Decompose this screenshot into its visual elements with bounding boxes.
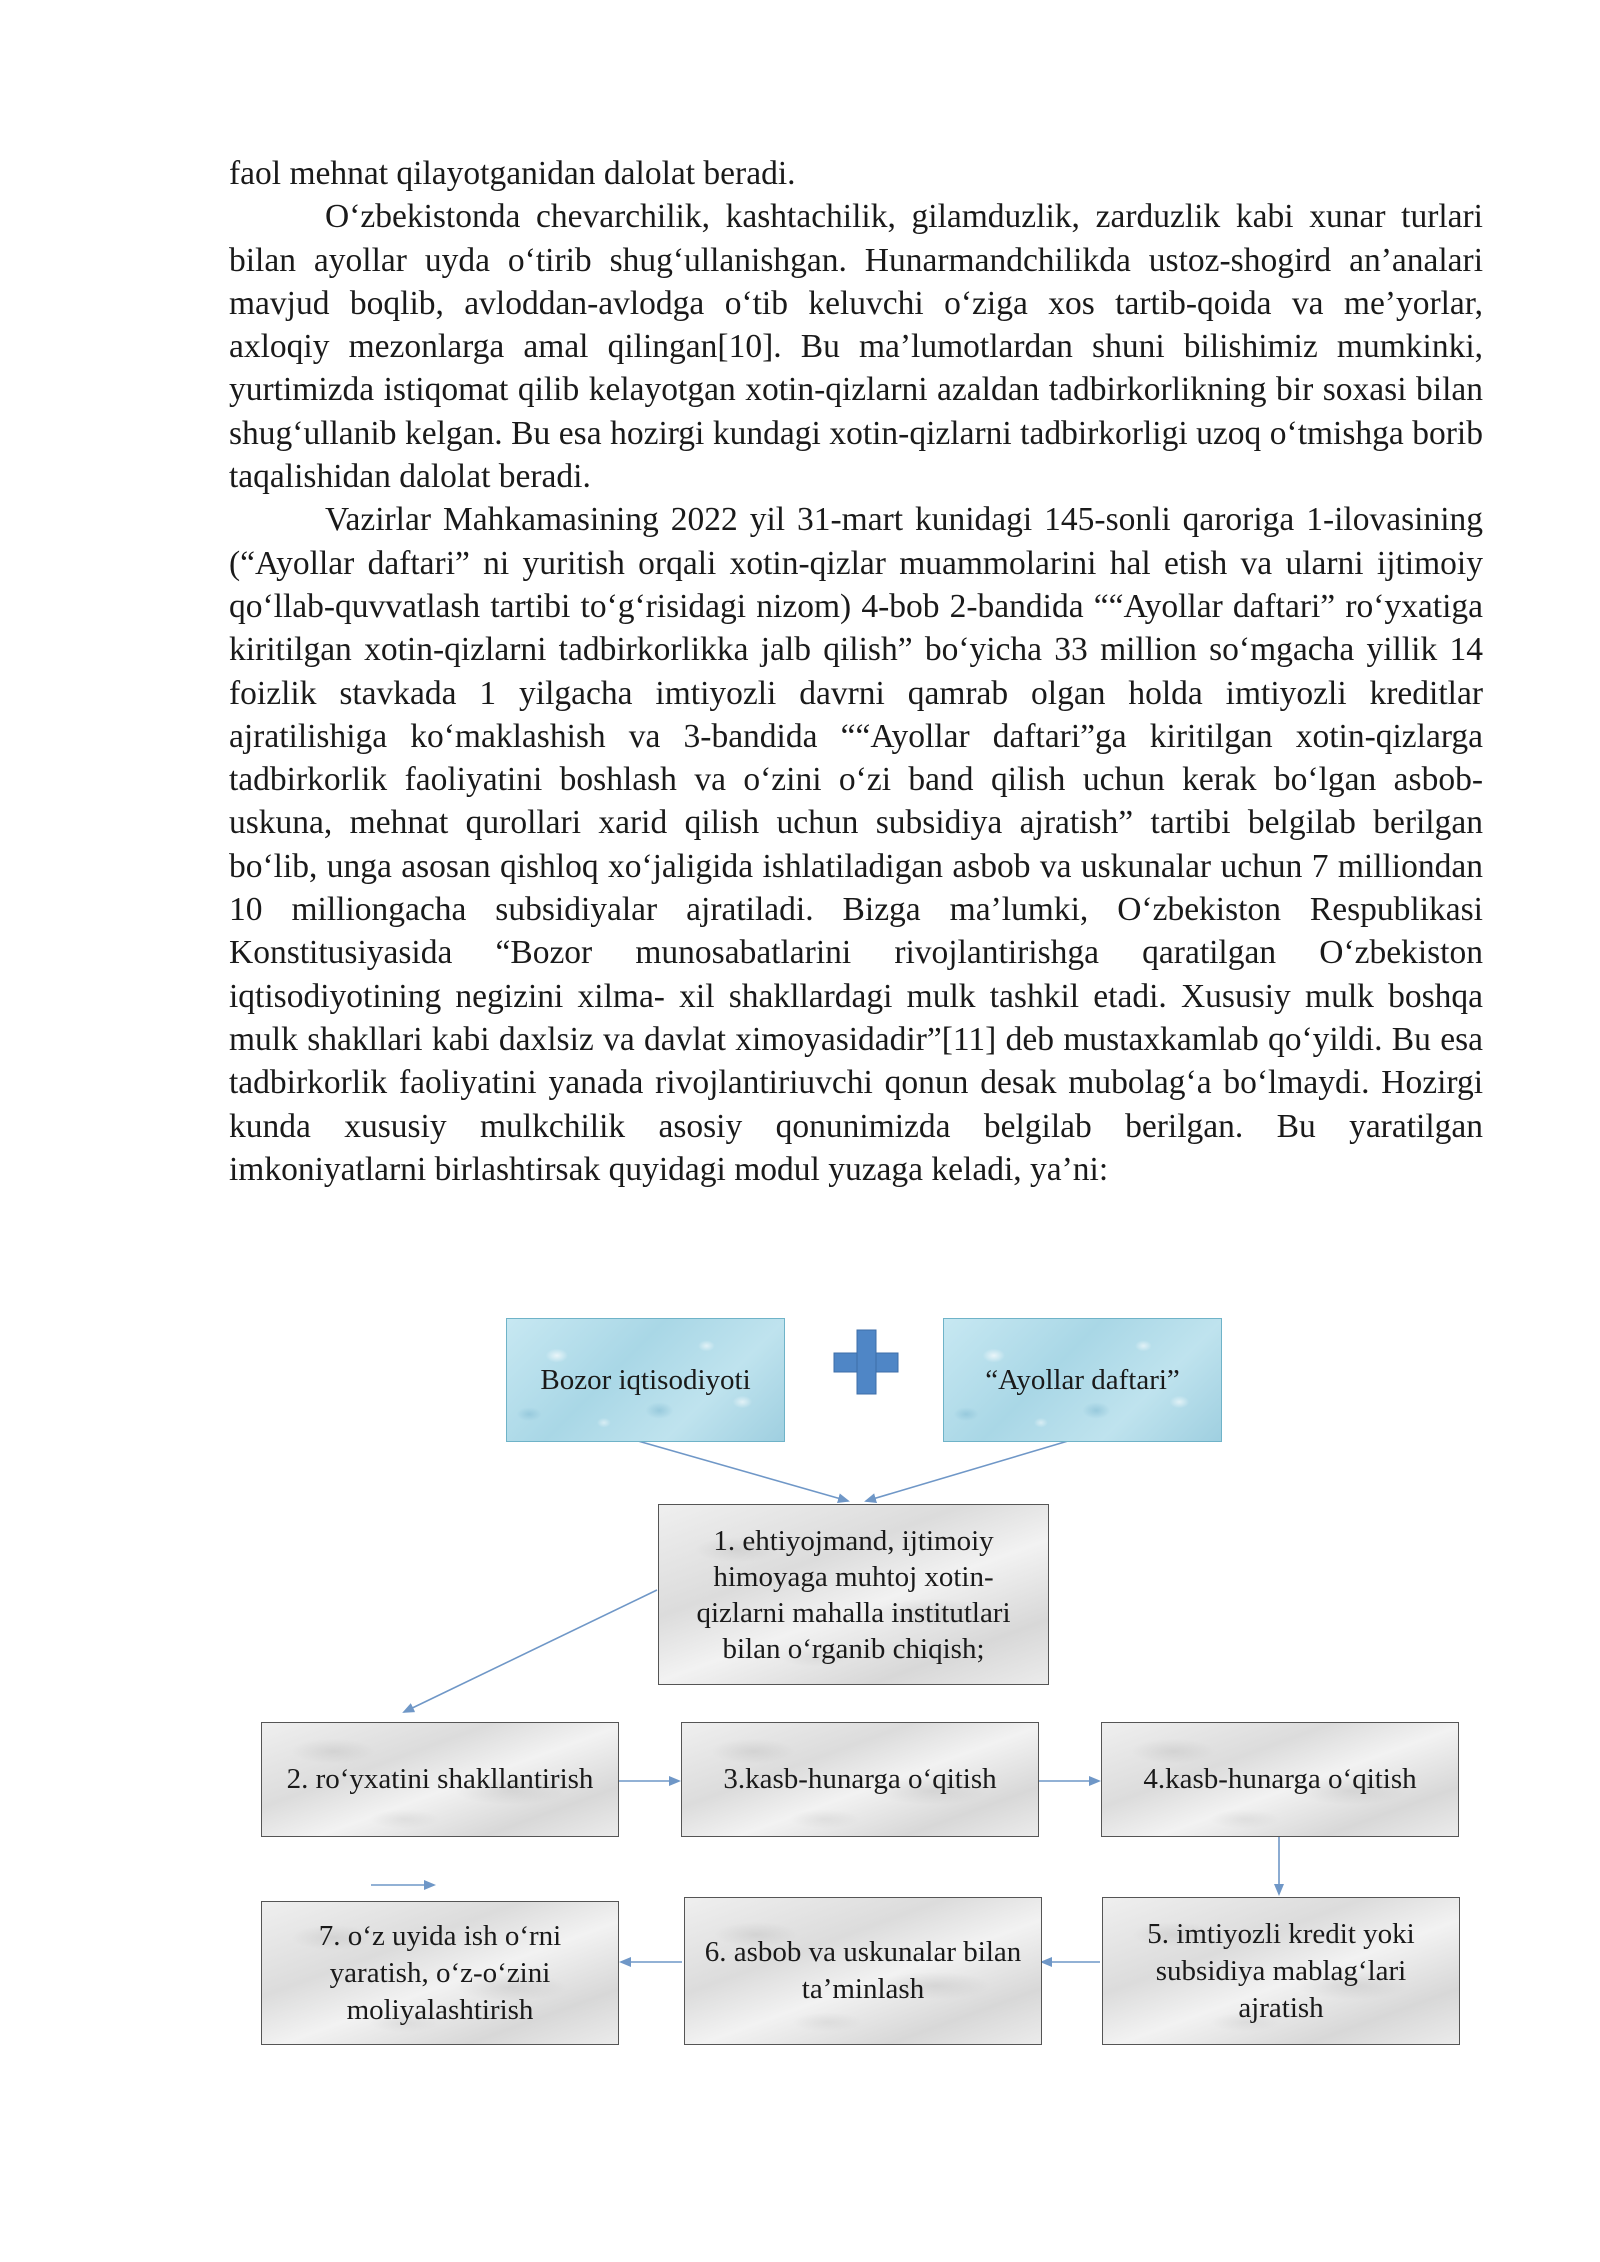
box-ayollar-daftari (943, 1318, 1222, 1442)
box-step-3-label: 3.kasb-hunarga o‘qitish (723, 1763, 997, 1795)
paragraph-2: O‘zbekistonda chevarchilik, kashtachilik, gilamduzlik, zarduzlik kabi xunar turlari bilan ayollar uyda o‘tirib shug‘ullanishgan. Hunarmandchilikda ustoz-shogird an’analari mavjud boqlib, avloddan-avlodga o‘tib keluvchi o‘ziga xos tartib-qoida va me’yorlar, axloqiy mezonlarga amal qilingan[10]. Bu ma’lumotlardan shuni bilishimiz mumkinki, yurtimizda istiqomat qilib kelayotgan xotin-qizlarni azaldan tadbirkorlikning bir soxasi bilan shug‘ullanib kelgan. Bu esa hozirgi kundagi xotin-qizlarni tadbirkorligi uzoq o‘tmishga borib taqalishidan dalolat beradi. (229, 198, 1483, 496)
box-step-5-label: 5. imtiyozli kredit yoki subsidiya mablag‘lari ajratish (1147, 1917, 1415, 2024)
box-step-6-label: 6. asbob va uskunalar bilan ta’minlash (704, 1936, 1022, 2005)
plus-icon (834, 1330, 898, 1394)
box-step-7 (261, 1901, 619, 2045)
body-text (229, 152, 1483, 1191)
box-step-1 (658, 1504, 1049, 1685)
paragraph-3: Vazirlar Mahkamasining 2022 yil 31-mart kunidagi 145-sonli qaroriga 1-ilovasining (“Ayollar daftari” ni yuritish orqali xotin-qizlar muammolarini hal etish va ularni ijtimoiy qo‘llab-quvvatlash tartibi to‘g‘risidagi nizom) 4-bob 2-bandida ““Ayollar daftari” ro‘yxatiga kiritilgan xotin-qizlarni tadbirkorlikka jalb qilish” bo‘yicha 33 million so‘mgacha yillik 14 foizlik stavkada 1 yilgacha imtiyozli davrni qamrab olgan holda imtiyozli kreditlar ajratilishiga ko‘maklashish va 3-bandida ““Ayollar daftari”ga kiritilgan xotin-qizlarga tadbirkorlik faoliyatini boshlash va o‘zini o‘zi band qilish uchun kerak bo‘lgan asbob-uskuna, mehnat qurollari xarid qilish uchun subsidiya ajratish” tartibi belgilab berilgan bo‘lib, unga asosan qishloq xo‘jaligida ishlatiladigan asbob va uskunalar uchun 7 milliondan 10 milliongacha subsidiyalar ajratiladi. Bizga ma’lumki, O‘zbekiston Respublikasi Konstitusiyasida “Bozor munosabatlarini rivojlantirishga qaratilgan O‘zbekiston iqtisodiyotining negizini xilma- xil shakllardagi mulk tashkil etadi. Xususiy mulk boshqa mulk shakllari kabi daxlsiz va davlat ximoyasidadir”[11] deb mustaxkamlab qo‘yildi. Bu esa tadbirkorlik faoliyatini yanada rivojlantiriuvchi qonun desak mubolag‘a bo‘lmaydi. Hozirgi kunda xususiy mulkchilik asosiy qonunimizda belgilab berilgan. Bu yaratilgan imkoniyatlarni birlashtirsak quyidagi modul yuzaga keladi, ya’ni: (229, 501, 1483, 1188)
box-step-6 (684, 1897, 1042, 2045)
box-ayollar-daftari-label: “Ayollar daftari” (985, 1363, 1180, 1396)
arrow-step1-to-step2 (404, 1590, 657, 1712)
box-step-2-label: 2. ro‘yxatini shakllantirish (286, 1763, 594, 1795)
paragraph-1: faol mehnat qilayotganidan dalolat beradi. (229, 155, 796, 192)
box-step-4 (1101, 1722, 1459, 1837)
box-step-2 (261, 1722, 619, 1837)
arrow-topright-to-step1 (866, 1441, 1068, 1501)
arrow-topleft-to-step1 (638, 1441, 848, 1501)
box-bozor-iqtisodiyoti (506, 1318, 785, 1442)
box-step-5 (1102, 1897, 1460, 2045)
box-bozor-iqtisodiyoti-label: Bozor iqtisodiyoti (540, 1363, 751, 1396)
box-step-4-label: 4.kasb-hunarga o‘qitish (1143, 1763, 1417, 1795)
box-step-7-label: 7. o‘z uyida ish o‘rni yaratish, o‘z-o‘zini moliyalashtirish (318, 1919, 562, 2026)
box-step-1-label: 1. ehtiyojmand, ijtimoiy himoyaga muhtoj xotin-qizlarni mahalla institutlari bilan o‘rganib chiqish; (696, 1524, 1011, 1665)
box-step-3 (681, 1722, 1039, 1837)
